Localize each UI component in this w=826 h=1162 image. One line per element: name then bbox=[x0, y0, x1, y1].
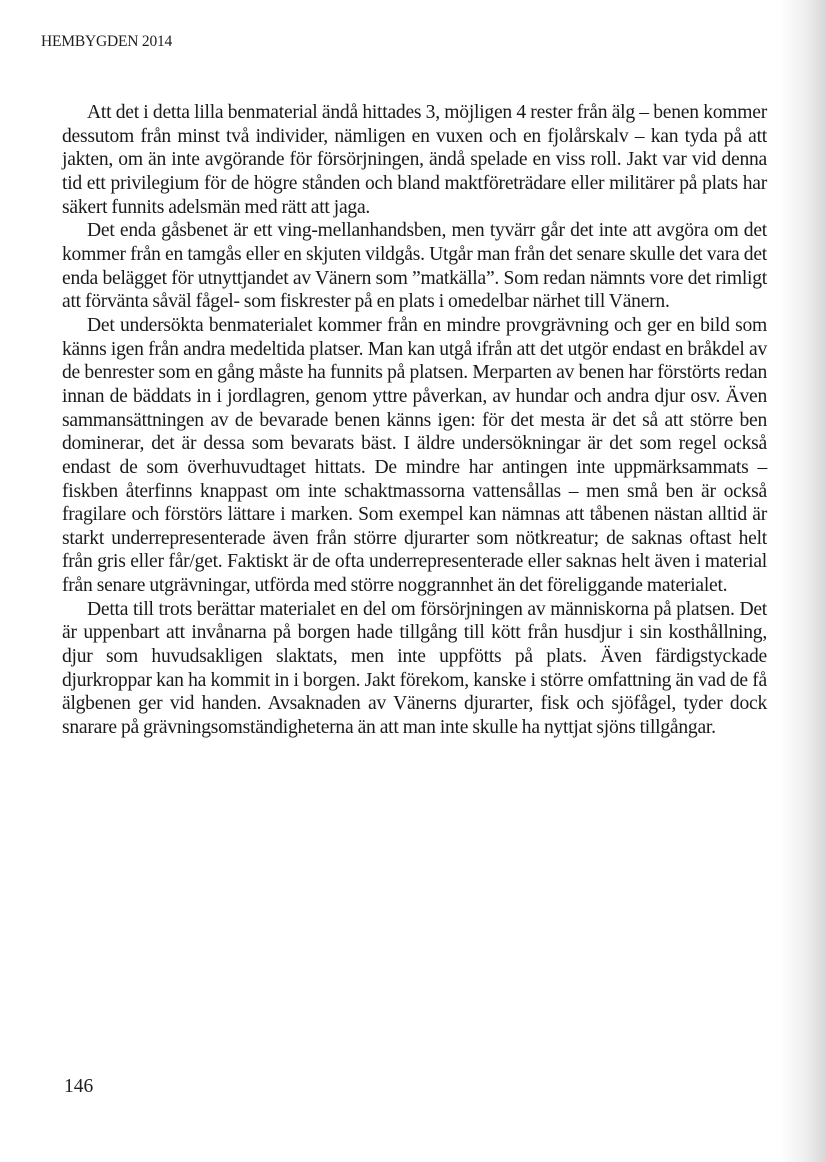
paragraph-4: Detta till trots berättar materialet en del om försörjningen av människorna på platsen. Det är uppenbart att invånarna på borgen hade tillgång till kött från husdjur i sin kosthållning, djur som huvudsakligen slaktats, men inte uppfötts på plats. Även färdigstyckade djurkroppar kan ha kommit in i borgen. Jakt förekom, kanske i större omfattning än vad de få älgbenen ger vid handen. Avsaknaden av Vänerns djurarter, fisk och sjöfågel, tyder dock snarare på grävningsomständigheterna än att man inte skulle ha nyttjat sjöns tillgångar. bbox=[62, 598, 767, 739]
page-gutter-shadow bbox=[780, 0, 826, 1162]
running-head: HEMBYGDEN 2014 bbox=[41, 33, 173, 50]
paragraph-1: Att det i detta lilla benmaterial ändå hittades 3, möjligen 4 rester från älg – benen kommer dessutom från minst två individer, nämligen en vuxen och en fjolårskalv – kan tyda på att jakten, om än inte avgörande för försörjningen, ändå spelade en viss roll. Jakt var vid denna tid ett privilegium för de högre stånden och bland maktföreträdare eller militärer på plats har säkert funnits adelsmän med rätt att jaga. bbox=[62, 102, 767, 218]
paragraph-3: Det undersökta benmaterialet kommer från en mindre provgrävning och ger en bild som känns igen från andra medeltida platser. Man kan utgå ifrån att det utgör endast en bråkdel av de benrester som en gång måste ha funnits på platsen. Merparten av benen har förstörts redan innan de bäddats in i jordlagren, genom yttre påverkan, av hundar och andra djur osv. Även sammansättningen av de bevarade benen känns igen: för det mesta är det så att större ben dominerar, det är dessa som bevarats bäst. I äldre undersökningar är det som regel också endast de som överhuvudtaget hittats. De mindre har antingen inte uppmärksammats – fiskben återfinns knappast om inte schaktmassorna vattensållas – men små ben är också fragilare och förstörs lättare i marken. Som exempel kan nämnas att tåbenen nästan alltid är starkt underrepresenterade även från större djurarter som nötkreatur; de saknas oftast helt från gris eller får/get. Faktiskt är de ofta underrepresenterade eller saknas helt även i material från senare utgrävningar, utförda med större noggrannhet än det föreliggande materialet. bbox=[62, 314, 767, 597]
body-text bbox=[62, 101, 767, 740]
paragraph-2: Det enda gåsbenet är ett ving-mellanhandsben, men tyvärr går det inte att avgöra om det kommer från en tamgås eller en skjuten vildgås. Utgår man från det senare skulle det vara det enda belägget för utnyttjandet av Vänern som ”matkälla”. Som redan nämnts vore det rimligt att förvänta såväl fågel- som fiskrester på en plats i omedelbar närhet till Vänern. bbox=[62, 220, 767, 313]
page-number: 146 bbox=[64, 1076, 94, 1097]
